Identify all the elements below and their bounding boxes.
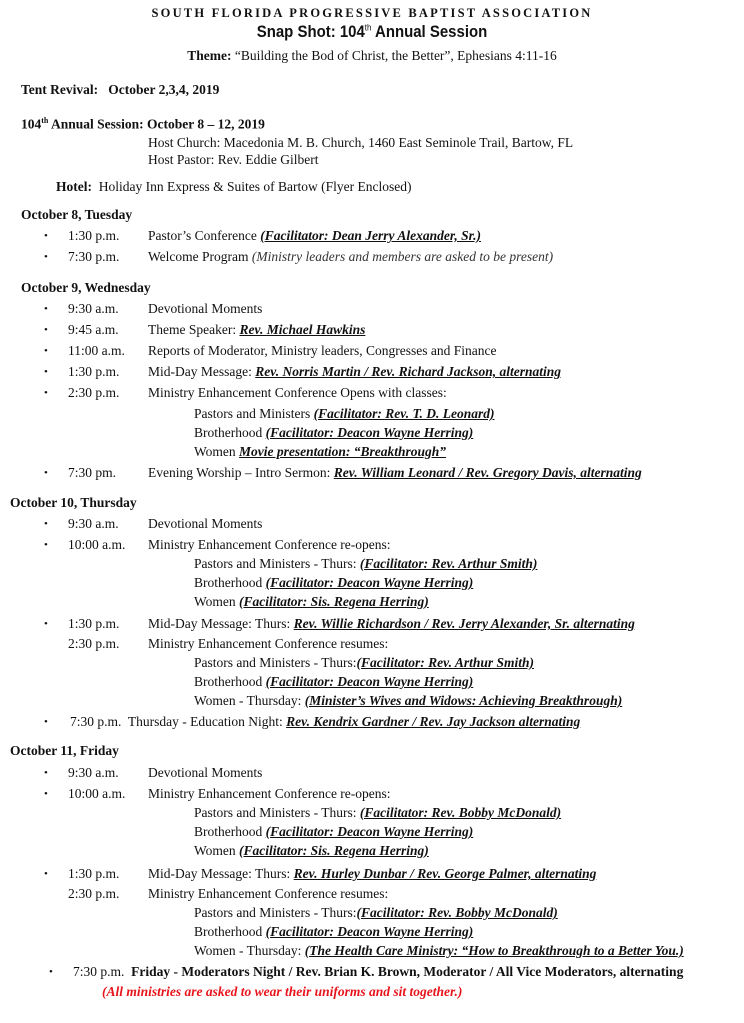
class-name: Pastors and Ministers - Thurs: <box>194 655 357 670</box>
event-note: (Ministry leaders and members are asked to be present) <box>251 249 554 264</box>
class-line <box>194 425 473 441</box>
facilitator: (Facilitator: Deacon Wayne Herring) <box>265 575 474 590</box>
class-name: Pastors and Ministers <box>194 406 314 421</box>
event-description: Devotional Moments <box>148 765 263 780</box>
bullet: • <box>44 716 48 728</box>
organization-name: SOUTH FLORIDA PROGRESSIVE BAPTIST ASSOCIATION <box>151 6 593 20</box>
class-line <box>194 406 494 422</box>
event-time: 2:30 p.m. <box>68 886 120 901</box>
title-text-rest: Annual Session <box>371 22 488 41</box>
event-title: Thursday - Education Night: <box>127 714 287 729</box>
facilitator: (Facilitator: Sis. Regena Herring) <box>239 594 429 609</box>
class-line <box>194 924 473 940</box>
event-description: Ministry Enhancement Conference resumes: <box>148 886 389 901</box>
facilitator: (Facilitator: Deacon Wayne Herring) <box>265 824 474 839</box>
class-name: Women <box>194 444 240 459</box>
event-line <box>70 714 580 730</box>
facilitator: Movie presentation: “Breakthrough” <box>239 444 447 459</box>
host-church: Host Church: Macedonia M. B. Church, 1460 East Seminole Trail, Bartow, FL <box>148 135 574 150</box>
title-ordinal: th <box>364 22 372 33</box>
class-name: Women <box>194 594 240 609</box>
event-description <box>148 228 481 244</box>
facilitator: (Facilitator: Rev. T. D. Leonard) <box>313 406 495 421</box>
event-time: 9:45 a.m. <box>68 322 119 337</box>
class-name: Pastors and Ministers - Thurs: <box>194 556 360 571</box>
theme-text: “Building the Bod of Christ, the Better”, Ephesians 4:11-16 <box>231 48 557 63</box>
event-time: 7:30 p.m. <box>70 714 122 729</box>
event-time: 1:30 p.m. <box>68 616 120 631</box>
annual-session-heading <box>21 116 265 133</box>
event-time: 1:30 p.m. <box>68 228 120 243</box>
event-time: 11:00 a.m. <box>68 343 125 358</box>
class-line <box>194 674 473 690</box>
facilitator: (Facilitator: Deacon Wayne Herring) <box>265 924 474 939</box>
class-line <box>194 824 473 840</box>
hotel-value: Holiday Inn Express & Suites of Bartow (Flyer Enclosed) <box>98 179 412 194</box>
day-heading: October 10, Thursday <box>10 495 137 510</box>
facilitator: (Facilitator: Rev. Bobby McDonald) <box>356 905 558 920</box>
class-line <box>194 594 429 610</box>
event-time: 10:00 a.m. <box>68 537 126 552</box>
bullet: • <box>49 966 53 978</box>
event-description: Reports of Moderator, Ministry leaders, Congresses and Finance <box>148 343 497 358</box>
day-heading: October 8, Tuesday <box>21 207 133 222</box>
speaker: Rev. William Leonard / Rev. Gregory Davis, alternating <box>333 465 642 480</box>
class-name: Brotherhood <box>194 674 266 689</box>
bullet: • <box>44 303 48 315</box>
event-time: 1:30 p.m. <box>68 866 120 881</box>
event-time: 1:30 p.m. <box>68 364 120 379</box>
event-title: Welcome Program <box>148 249 252 264</box>
class-line <box>194 905 558 921</box>
class-line <box>194 444 446 460</box>
speaker: Rev. Michael Hawkins <box>239 322 366 337</box>
class-line <box>194 843 429 859</box>
event-line <box>73 964 683 980</box>
event-description: Devotional Moments <box>148 301 263 316</box>
host-pastor: Host Pastor: Rev. Eddie Gilbert <box>148 152 319 167</box>
class-name: Women - Thursday: <box>194 693 305 708</box>
class-name: Women - Thursday: <box>194 943 305 958</box>
bullet: • <box>44 539 48 551</box>
facilitator: (Facilitator: Dean Jerry Alexander, Sr.) <box>260 228 481 243</box>
tent-revival <box>21 82 219 98</box>
class-line <box>194 943 684 959</box>
event-time: 9:30 a.m. <box>68 765 119 780</box>
event-title: Mid-Day Message: Thurs: <box>148 616 294 631</box>
event-time: 7:30 p.m. <box>73 964 125 979</box>
facilitator: (Facilitator: Rev. Arthur Smith) <box>356 655 535 670</box>
class-line <box>194 655 534 671</box>
event-time: 2:30 p.m. <box>68 636 120 651</box>
bullet: • <box>44 230 48 242</box>
event-description: Ministry Enhancement Conference re-opens: <box>148 786 391 801</box>
uniform-notice: (All ministries are asked to wear their uniforms and sit together.) <box>102 984 463 999</box>
event-description: Ministry Enhancement Conference re-opens: <box>148 537 391 552</box>
day-heading: October 9, Wednesday <box>21 280 151 295</box>
annual-session-number: 104 <box>21 116 42 132</box>
hotel-line <box>56 179 411 195</box>
event-description <box>148 866 596 882</box>
bullet: • <box>44 518 48 530</box>
bullet: • <box>44 868 48 880</box>
event-description <box>148 465 642 481</box>
class-name: Pastors and Ministers - Thurs: <box>194 805 360 820</box>
annual-session-dates: Annual Session: October 8 – 12, 2019 <box>48 116 265 132</box>
bullet: • <box>44 387 48 399</box>
facilitator: (Facilitator: Rev. Bobby McDonald) <box>359 805 562 820</box>
event-title: Evening Worship – Intro Sermon: <box>148 465 334 480</box>
class-line <box>194 556 537 572</box>
bullet: • <box>44 324 48 336</box>
event-description: Devotional Moments <box>148 516 263 531</box>
theme-line <box>0 48 744 64</box>
class-line <box>194 693 622 709</box>
bullet: • <box>44 467 48 479</box>
event-description <box>148 616 635 632</box>
class-name: Pastors and Ministers - Thurs: <box>194 905 357 920</box>
class-name: Brotherhood <box>194 575 266 590</box>
bullet: • <box>44 366 48 378</box>
speaker: Rev. Norris Martin / Rev. Richard Jackson, alternating <box>255 364 562 379</box>
document-title <box>45 22 700 42</box>
event-title: Mid-Day Message: Thurs: <box>148 866 294 881</box>
class-name: Brotherhood <box>194 425 266 440</box>
bullet: • <box>44 345 48 357</box>
facilitator: (Facilitator: Rev. Arthur Smith) <box>359 556 538 571</box>
class-name: Brotherhood <box>194 824 266 839</box>
annual-session-ordinal: th <box>41 116 49 125</box>
facilitator: (Facilitator: Deacon Wayne Herring) <box>265 425 474 440</box>
bullet: • <box>44 251 48 263</box>
event-title: Theme Speaker: <box>148 322 240 337</box>
tent-revival-label: Tent Revival: <box>21 82 99 97</box>
speaker: Rev. Kendrix Gardner / Rev. Jay Jackson alternating <box>286 714 581 729</box>
class-name: Brotherhood <box>194 924 266 939</box>
class-line <box>194 575 473 591</box>
bullet: • <box>44 767 48 779</box>
class-line <box>194 805 561 821</box>
event-time: 10:00 a.m. <box>68 786 126 801</box>
event-description <box>148 322 365 338</box>
hotel-label: Hotel: <box>56 179 92 194</box>
speaker: Rev. Hurley Dunbar / Rev. George Palmer, alternating <box>293 866 597 881</box>
class-name: Women <box>194 843 240 858</box>
bullet: • <box>44 788 48 800</box>
event-time: 9:30 a.m. <box>68 516 119 531</box>
event-description <box>148 364 561 380</box>
event-time: 7:30 pm. <box>68 465 117 480</box>
title-text: Snap Shot: 104 <box>256 22 365 41</box>
event-description: Ministry Enhancement Conference resumes: <box>148 636 389 651</box>
speaker: Rev. Willie Richardson / Rev. Jerry Alexander, Sr. alternating <box>293 616 635 631</box>
day-heading: October 11, Friday <box>10 743 119 758</box>
event-time: 7:30 p.m. <box>68 249 120 264</box>
event-description <box>148 249 553 265</box>
facilitator: (Minister’s Wives and Widows: Achieving Breakthrough) <box>304 693 623 708</box>
event-time: 2:30 p.m. <box>68 385 120 400</box>
tent-revival-dates: October 2,3,4, 2019 <box>108 82 220 97</box>
event-description: Ministry Enhancement Conference Opens with classes: <box>148 385 447 400</box>
facilitator: (Facilitator: Sis. Regena Herring) <box>239 843 429 858</box>
event-title: Mid-Day Message: <box>148 364 256 379</box>
facilitator: (The Health Care Ministry: “How to Breakthrough to a Better You.) <box>304 943 684 958</box>
event-title: Pastor’s Conference <box>148 228 261 243</box>
theme-label: Theme: <box>187 48 232 63</box>
bullet: • <box>44 618 48 630</box>
facilitator: (Facilitator: Deacon Wayne Herring) <box>265 674 474 689</box>
event-time: 9:30 a.m. <box>68 301 119 316</box>
event-title: Friday - Moderators Night / Rev. Brian K. Brown, Moderator / All Vice Moderators, alternating <box>131 964 684 979</box>
